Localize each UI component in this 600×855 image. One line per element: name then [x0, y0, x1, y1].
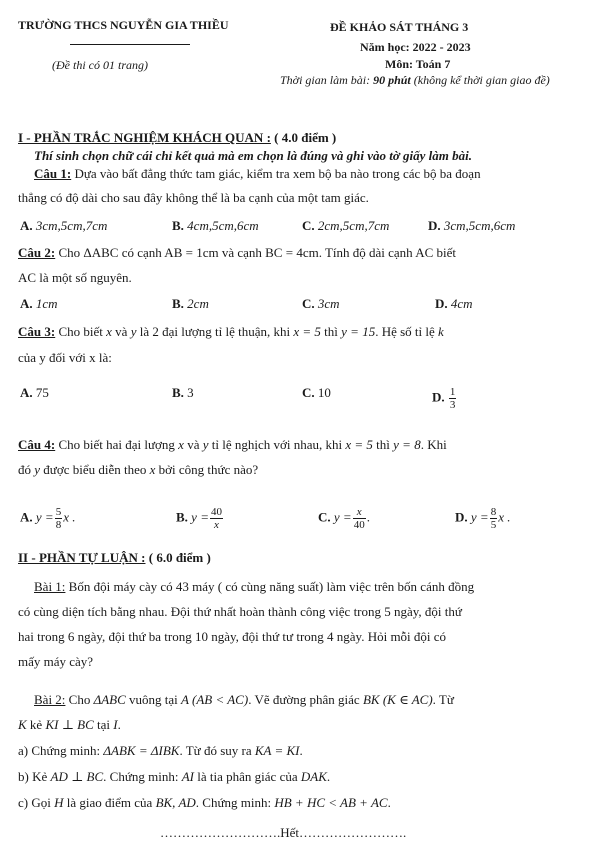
q4-option-d: D. y = $\frac{8}{5}$ x .	[455, 506, 511, 531]
q4-option-c: C. y = $\frac{x}{40}$ .	[318, 506, 370, 531]
q4-option-b: B. y = $\frac{40}{x}$	[176, 506, 222, 531]
school-underline	[70, 44, 190, 45]
part2-heading: II - PHẦN TỰ LUẬN : ( 6.0 điểm )	[18, 550, 211, 565]
bai2-part-b: b) Kẻ AD ⊥ BC. Chứng minh: AI là tia phân giác của DAK.	[18, 769, 331, 784]
q3-line2: của y đối với x là:	[18, 350, 112, 365]
pages-note: (Đề thi có 01 trang)	[52, 58, 148, 72]
q1-option-c: C. 2cm,5cm,7cm	[302, 218, 390, 233]
bai1-line1: Bài 1: Bốn đội máy cày có 43 máy ( có cùng năng suất) làm việc trên bốn cánh đồng	[34, 579, 475, 594]
q2-line2: AC là một số nguyên.	[18, 270, 132, 285]
q3-option-d: D. $\frac{1}{3}$	[432, 386, 456, 411]
bai2-line2: K kẻ KI ⊥ BC tại I.	[18, 717, 121, 732]
q2-option-c: C. 3cm	[302, 296, 340, 311]
bai2-part-a: a) Chứng minh: ΔABK = ΔIBK. Từ đó suy ra KA = KI.	[18, 743, 303, 758]
q2-line1: Câu 2: Cho ΔABC có cạnh AB = 1cm và cạnh BC = 4cm. Tính độ dài cạnh AC biết	[18, 245, 457, 260]
part1-heading: I - PHẦN TRẮC NGHIỆM KHÁCH QUAN : ( 4.0 điểm )	[18, 130, 337, 145]
q2-option-d: D. 4cm	[435, 296, 473, 311]
q4-d-fraction: $\frac{8}{5}$	[490, 506, 497, 531]
q3-d-fraction: $\frac{1}{3}$	[449, 386, 456, 411]
bai1-line3: hai trong 6 ngày, đội thứ ba trong 10 ngày, đội thứ tư trong 4 ngày. Hỏi mỗi đội có	[18, 629, 447, 644]
end-marker: ……………………….Hết…………………….	[160, 825, 407, 840]
q4-option-a: A. y = $\frac{5}{8}$ x .	[20, 506, 76, 531]
q4-c-fraction: $\frac{x}{40}$	[353, 506, 365, 531]
q2-option-a: A. 1cm	[20, 296, 58, 311]
school-year: Năm học: 2022 - 2023	[360, 40, 471, 54]
q3-option-c: C. 10	[302, 385, 331, 400]
q3-option-b: B. 3	[172, 385, 194, 400]
q4-line1: Câu 4: Cho biết hai đại lượng x và y tỉ lệ nghịch với nhau, khi x = 5 thì y = 8. Khi	[18, 437, 447, 452]
q2-option-b: B. 2cm	[172, 296, 209, 311]
q1-line1: Câu 1: Dựa vào bất đẳng thức tam giác, kiểm tra xem bộ ba nào trong các bộ ba đoạn	[34, 166, 481, 181]
q4-line2: đó y được biểu diễn theo x bởi công thức nào?	[18, 462, 259, 477]
bai1-line2: có cùng diện tích bằng nhau. Đội thứ nhất hoàn thành công việc trong 5 ngày, đội thứ	[18, 604, 462, 619]
q1-option-a: A. 3cm,5cm,7cm	[20, 218, 108, 233]
time-info: Thời gian làm bài: 90 phút (không kể thời gian giao đề)	[280, 73, 550, 87]
part1-instruction: Thí sinh chọn chữ cái chỉ kết quả mà em chọn là đúng và ghi vào tờ giấy làm bài.	[34, 148, 473, 163]
bai1-line4: mấy máy cày?	[18, 654, 94, 669]
q3-line1: Câu 3: Cho biết x và y là 2 đại lượng tỉ lệ thuận, khi x = 5 thì y = 15. Hệ số tỉ lệ k	[18, 324, 444, 339]
subject: Môn: Toán 7	[385, 57, 451, 71]
school-name: TRƯỜNG THCS NGUYỄN GIA THIỀU	[18, 18, 229, 32]
q1-option-d: D. 3cm,5cm,6cm	[428, 218, 516, 233]
q1-option-b: B. 4cm,5cm,6cm	[172, 218, 259, 233]
exam-title: ĐỀ KHẢO SÁT THÁNG 3	[330, 20, 469, 34]
q3-option-a: A. 75	[20, 385, 49, 400]
q4-a-fraction: $\frac{5}{8}$	[55, 506, 62, 531]
q4-b-fraction: $\frac{40}{x}$	[210, 506, 222, 531]
q1-line2: thẳng có độ dài cho sau đây không thể là ba cạnh của một tam giác.	[18, 190, 369, 205]
bai2-part-c: c) Gọi H là giao điểm của BK, AD. Chứng minh: HB + HC < AB + AC.	[18, 795, 391, 810]
bai2-line1: Bài 2: Cho ΔABC vuông tại A (AB < AC). Vẽ đường phân giác BK (K ∈ AC). Từ	[34, 692, 454, 707]
